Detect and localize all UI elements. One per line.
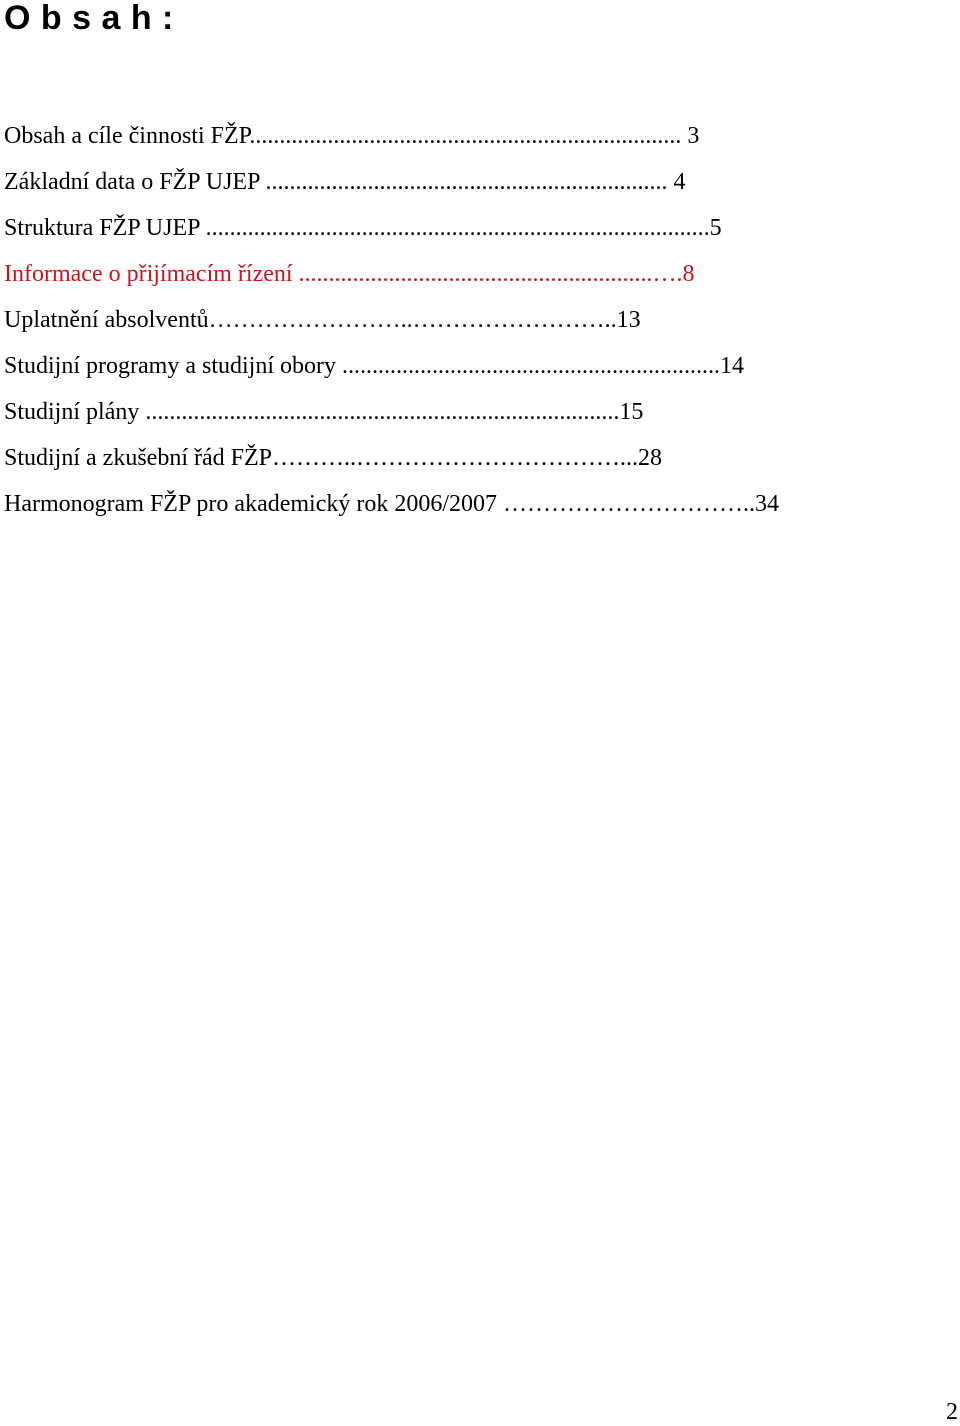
toc-entry-leader: ……………………..…………………… xyxy=(208,307,605,333)
toc-entry-page: 14 xyxy=(719,353,744,379)
toc-entry-page: 3 xyxy=(681,123,700,149)
toc-entry-leader: ............................................................................... xyxy=(139,399,620,425)
toc-entry-title: Uplatnění absolventů xyxy=(4,307,209,333)
toc-entry-title: Základní data o FŽP UJEP xyxy=(4,169,260,195)
toc-entry-page: 28 xyxy=(637,445,662,471)
toc-entry-prijimaci-rizeni[interactable] xyxy=(4,254,904,300)
toc-entry-studijni-programy[interactable] xyxy=(4,346,904,392)
toc-entry-title: Informace o přijímacím řízení xyxy=(4,261,293,287)
toc-entry-leader: ........................................................................ xyxy=(249,123,682,149)
toc-entry-page: 4 xyxy=(667,169,686,195)
toc-entry-title: Harmonogram FŽP pro akademický rok 2006/2007 xyxy=(4,491,498,517)
toc-entry-zakladni-data[interactable] xyxy=(4,162,904,208)
toc-entry-page: .8 xyxy=(676,261,695,287)
toc-entry-leader: ………..……………………………... xyxy=(271,445,638,471)
toc-entry-page: 34 xyxy=(755,491,780,517)
toc-entry-page: 15 xyxy=(619,399,644,425)
table-of-contents xyxy=(4,116,904,530)
toc-entry-title: Struktura FŽP UJEP xyxy=(4,215,200,241)
toc-entry-leader: ………………………….. xyxy=(497,491,756,517)
toc-entry-leader: .................................................................................... xyxy=(199,215,710,241)
page-number: 2 xyxy=(946,1399,958,1425)
toc-entry-page: 5 xyxy=(709,215,722,241)
toc-entry-obsah-a-cile[interactable] xyxy=(4,116,904,162)
toc-entry-title: Studijní programy a studijní obory xyxy=(4,353,336,379)
toc-entry-title: Obsah a cíle činnosti FŽP xyxy=(4,123,250,149)
toc-entry-studijni-rad[interactable] xyxy=(4,438,904,484)
page-title: O b s a h : xyxy=(4,0,174,37)
toc-entry-title: Studijní plány xyxy=(4,399,140,425)
toc-entry-title: Studijní a zkušební řád FŽP xyxy=(4,445,272,471)
toc-entry-uplatneni-absolventu[interactable] xyxy=(4,300,904,346)
toc-entry-studijni-plany[interactable] xyxy=(4,392,904,438)
toc-entry-struktura[interactable] xyxy=(4,208,904,254)
toc-entry-leader: ...........................................................… xyxy=(292,261,677,287)
toc-entry-leader: ................................................................... xyxy=(259,169,668,195)
toc-entry-harmonogram[interactable] xyxy=(4,484,904,530)
toc-entry-page: ..13 xyxy=(604,307,641,333)
toc-entry-leader: ............................................................... xyxy=(335,353,720,379)
